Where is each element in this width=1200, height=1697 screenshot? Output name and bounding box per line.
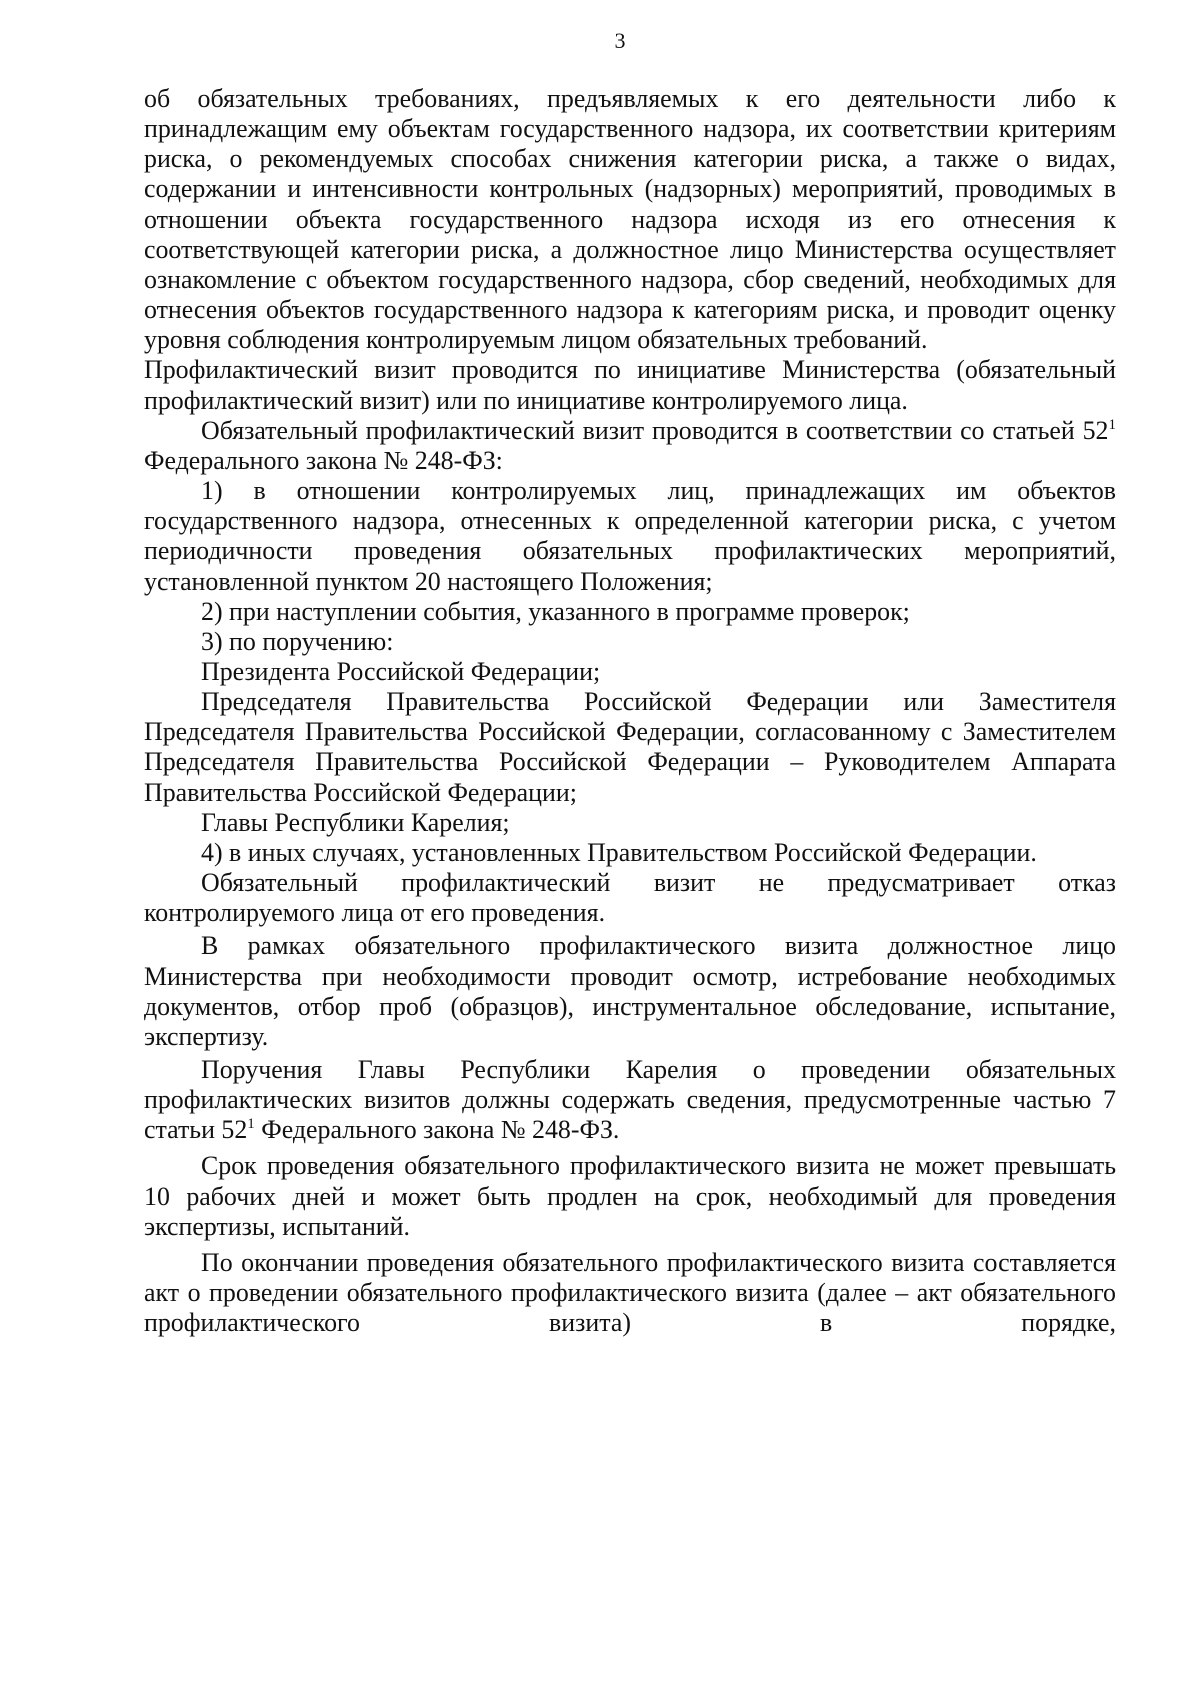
list-item: 1) в отношении контролируемых лиц, принадлежащих им объектов государственного надзора, отнесенных к определенной категории риска, с учетом периодичности проведения обязательных профилактических мероприятий, установленной пунктом 20 настоящего Положения;	[144, 476, 1116, 596]
list-item: Председателя Правительства Российской Федерации или Заместителя Председателя Правительства Российской Федерации, согласованному с Заместителем Председателя Правительства Российской Федерации – Руководителем Аппарата Правительства Российской Федерации;	[144, 687, 1116, 807]
list-item: 4) в иных случаях, установленных Правительством Российской Федерации.	[201, 837, 1037, 867]
paragraph-text: Поручения Главы Республики Карелия о проведении обязательных профилактических визитов должны содержать сведения, предусмотренные частью 7 статьи 52	[144, 1055, 1116, 1145]
paragraph: Срок проведения обязательного профилактического визита не может превышать 10 рабочих дней и может быть продлен на срок, необходимый для проведения экспертизы, испытаний.	[144, 1151, 1116, 1241]
paragraph-text: Федерального закона № 248-ФЗ:	[144, 445, 503, 475]
list-item: Президента Российской Федерации;	[201, 656, 601, 686]
paragraph: В рамках обязательного профилактического визита должностное лицо Министерства при необходимости проводит осмотр, истребование необходимых документов, отбор проб (образцов), инструментальное обследование, испытание, экспертизу.	[144, 931, 1116, 1051]
paragraph: Обязательный профилактический визит не предусматривает отказ контролируемого лица от его проведения.	[144, 868, 1116, 928]
list-item: 2) при наступлении события, указанного в программе проверок;	[201, 596, 910, 626]
superscript: 1	[247, 1116, 255, 1133]
superscript: 1	[1108, 416, 1116, 433]
paragraph-text: Обязательный профилактический визит проводится в соответствии со статьей 52	[201, 415, 1109, 445]
list-item: Главы Республики Карелия;	[201, 807, 510, 837]
list-item: 3) по поручению:	[201, 626, 394, 656]
page-number: 3	[614, 28, 626, 53]
paragraph	[144, 416, 1116, 476]
paragraph: Профилактический визит проводится по инициативе Министерства (обязательный профилактический визит) или по инициативе контролируемого лица.	[144, 355, 1116, 415]
paragraph: об обязательных требованиях, предъявляемых к его деятельности либо к принадлежащим ему объектам государственного надзора, их соответствии критериям риска, о рекомендуемых способах снижения категории риска, а также о видах, содержании и интенсивности контрольных (надзорных) мероприятий, проводимых в отношении объекта государственного надзора исходя из его отнесения к соответствующей категории риска, а должностное лицо Министерства осуществляет ознакомление с объектом государственного надзора, сбор сведений, необходимых для отнесения объектов государственного надзора к категориям риска, и проводит оценку уровня соблюдения контролируемым лицом обязательных требований.	[144, 84, 1116, 355]
document-body	[144, 84, 1116, 1338]
paragraph: По окончании проведения обязательного профилактического визита составляется акт о проведении обязательного профилактического визита (далее – акт обязательного профилактического визита) в порядке,	[144, 1247, 1116, 1338]
paragraph	[144, 1055, 1116, 1145]
paragraph-text: Федерального закона № 248-ФЗ.	[254, 1115, 620, 1145]
